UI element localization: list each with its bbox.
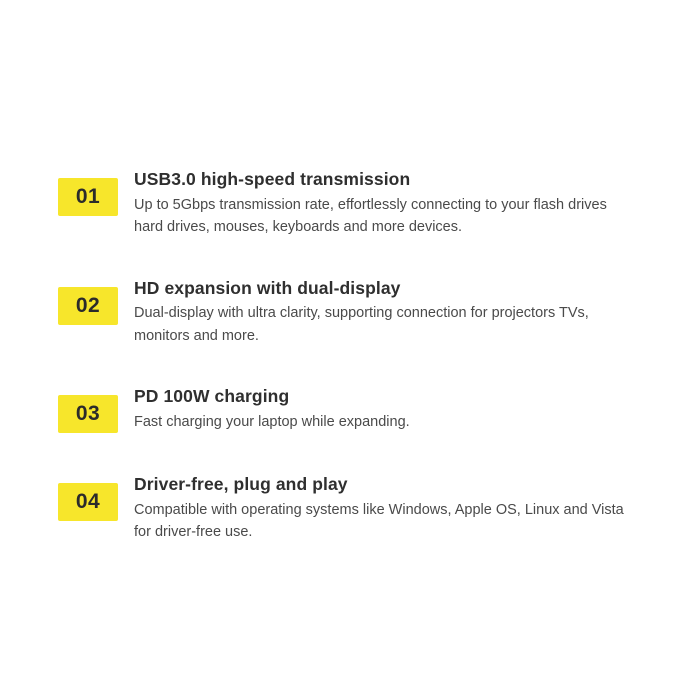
feature-description: Up to 5Gbps transmission rate, effortlessly connecting to your flash drives hard drives, mouses, keyboards and more devices. xyxy=(134,196,607,236)
feature-text-block xyxy=(134,277,634,348)
feature-title: Driver-free, plug and play xyxy=(134,474,348,495)
feature-list xyxy=(58,168,658,544)
feature-number-badge: 04 xyxy=(58,483,118,521)
feature-text-block xyxy=(134,473,634,544)
feature-description: Dual-display with ultra clarity, supporting connection for projectors TVs, monitors and more. xyxy=(134,305,589,344)
feature-text-block xyxy=(134,385,410,433)
feature-title: PD 100W charging xyxy=(134,386,290,407)
feature-number-badge: 01 xyxy=(58,178,118,216)
list-item xyxy=(58,385,658,433)
list-item xyxy=(58,277,658,348)
list-item xyxy=(58,168,658,239)
feature-text-block xyxy=(134,168,634,239)
feature-title: USB3.0 high-speed transmission xyxy=(134,169,411,189)
feature-description: Fast charging your laptop while expanding. xyxy=(134,413,410,430)
list-item xyxy=(58,473,658,544)
feature-number-badge: 02 xyxy=(58,287,118,325)
feature-description: Compatible with operating systems like Windows, Apple OS, Linux and Vista for driver-free use. xyxy=(134,501,624,541)
feature-title: HD expansion with dual-display xyxy=(134,277,401,298)
feature-number-badge: 03 xyxy=(58,395,118,433)
